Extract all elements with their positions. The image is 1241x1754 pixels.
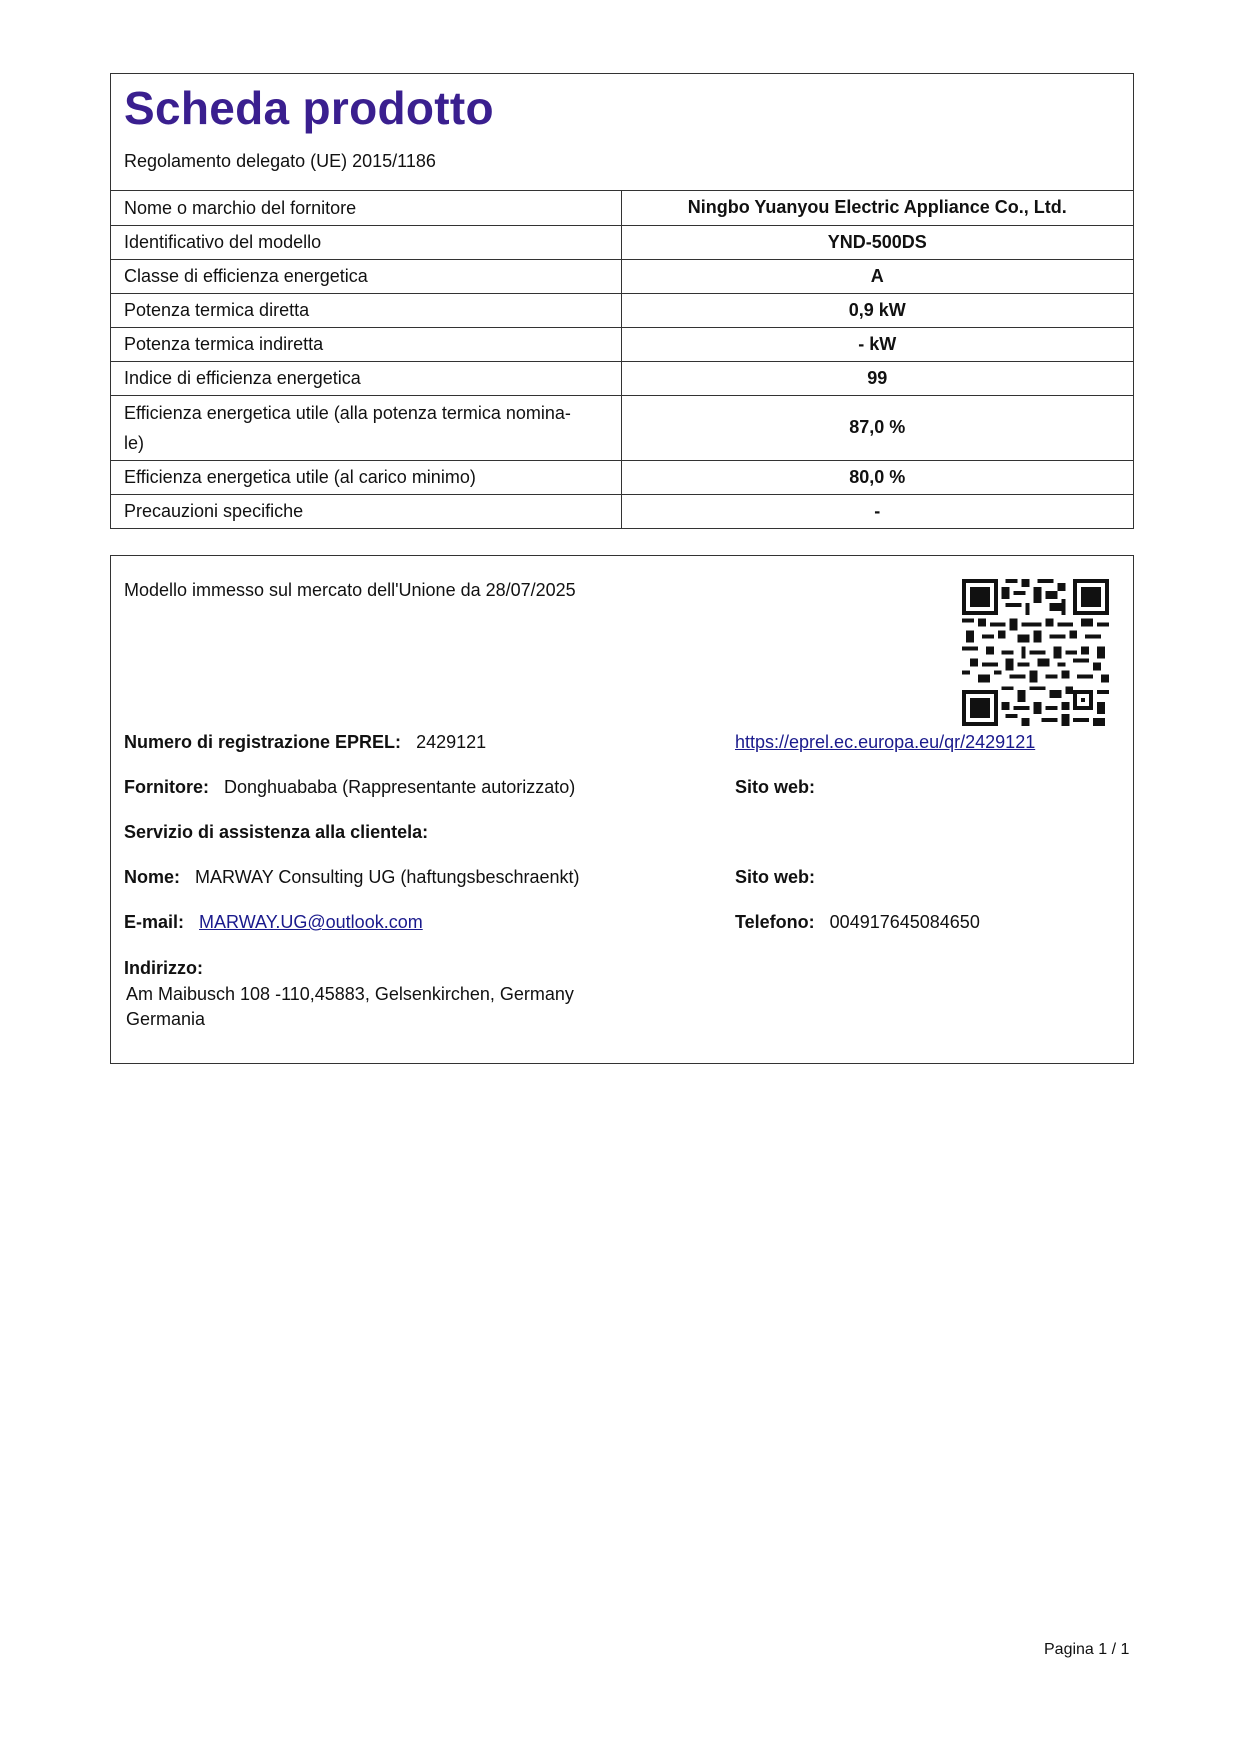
table-row <box>111 395 1133 460</box>
product-sheet <box>110 73 1134 529</box>
eprel-number: 2429121 <box>416 732 487 752</box>
row-value: Ningbo Yuanyou Electric Appliance Co., Ltd. <box>687 197 1067 218</box>
market-date-text: Modello immesso sul mercato dell'Unione da 28/07/2025 <box>124 580 576 600</box>
row-label: Efficienza energetica utile (al carico minimo) <box>111 460 621 494</box>
address-heading <box>124 958 203 979</box>
phone-row <box>735 912 980 933</box>
row-label: Nome o marchio del fornitore <box>111 191 621 225</box>
address-line2: Germania <box>126 1009 206 1029</box>
qr-code-icon[interactable] <box>962 579 1109 726</box>
contact-name-row <box>124 867 580 888</box>
table-row <box>111 361 1133 395</box>
row-value: A <box>621 259 1133 293</box>
phone-label: Telefono: <box>735 912 815 932</box>
row-value: 0,9 kW <box>621 293 1133 327</box>
row-label <box>111 395 621 460</box>
spec-table <box>111 191 1133 528</box>
table-row <box>111 259 1133 293</box>
supplier-label: Fornitore: <box>124 777 209 797</box>
name-label: Nome: <box>124 867 181 887</box>
email-label: E-mail: <box>124 912 185 932</box>
row-value: - kW <box>621 327 1133 361</box>
customer-service-heading <box>124 822 428 843</box>
row-value: 99 <box>621 361 1133 395</box>
sheet-header <box>111 78 1133 191</box>
registration-info-box <box>110 555 1134 1064</box>
website-label: Sito web: <box>735 777 815 797</box>
eprel-label: Numero di registrazione EPREL: <box>124 732 402 752</box>
address-label: Indirizzo: <box>124 958 203 978</box>
eprel-row <box>124 732 486 753</box>
supplier-row <box>124 777 575 798</box>
table-row <box>111 494 1133 528</box>
row-label: Identificativo del modello <box>111 225 621 259</box>
eprel-link[interactable]: https://eprel.ec.europa.eu/qr/2429121 <box>735 732 1036 752</box>
row-label: Precauzioni specifiche <box>111 494 621 528</box>
row-value: - <box>621 494 1133 528</box>
row-label-line1: Efficienza energetica utile (alla potenza termica nomina- <box>124 402 571 423</box>
page-number: Pagina 1 / 1 <box>1044 1641 1130 1658</box>
page-title: Scheda prodotto <box>124 82 494 134</box>
contact-website-row <box>735 867 815 888</box>
supplier-value: Donghuababa (Rappresentante autorizzato) <box>224 777 576 797</box>
row-value: YND-500DS <box>621 225 1133 259</box>
row-label: Potenza termica diretta <box>111 293 621 327</box>
phone-value: 004917645084650 <box>829 912 980 932</box>
email-link[interactable]: MARWAY.UG@outlook.com <box>199 912 423 932</box>
address-line1: Am Maibusch 108 -110,45883, Gelsenkirchen, Germany <box>126 984 574 1004</box>
table-row <box>111 191 1133 225</box>
row-value: 80,0 % <box>621 460 1133 494</box>
email-row <box>124 912 423 933</box>
row-value: 87,0 % <box>621 395 1133 460</box>
row-label: Classe di efficienza energetica <box>111 259 621 293</box>
row-label: Potenza termica indiretta <box>111 327 621 361</box>
website-row <box>735 777 815 798</box>
name-value: MARWAY Consulting UG (haftungsbeschraenkt) <box>195 867 580 887</box>
row-label: Indice di efficienza energetica <box>111 361 621 395</box>
table-row <box>111 327 1133 361</box>
table-row <box>111 225 1133 259</box>
website-label-2: Sito web: <box>735 867 815 887</box>
table-row <box>111 293 1133 327</box>
row-label-line2: le) <box>124 432 145 453</box>
customer-service-label: Servizio di assistenza alla clientela: <box>124 822 429 842</box>
regulation-text: Regolamento delegato (UE) 2015/1186 <box>124 151 436 171</box>
table-row <box>111 460 1133 494</box>
